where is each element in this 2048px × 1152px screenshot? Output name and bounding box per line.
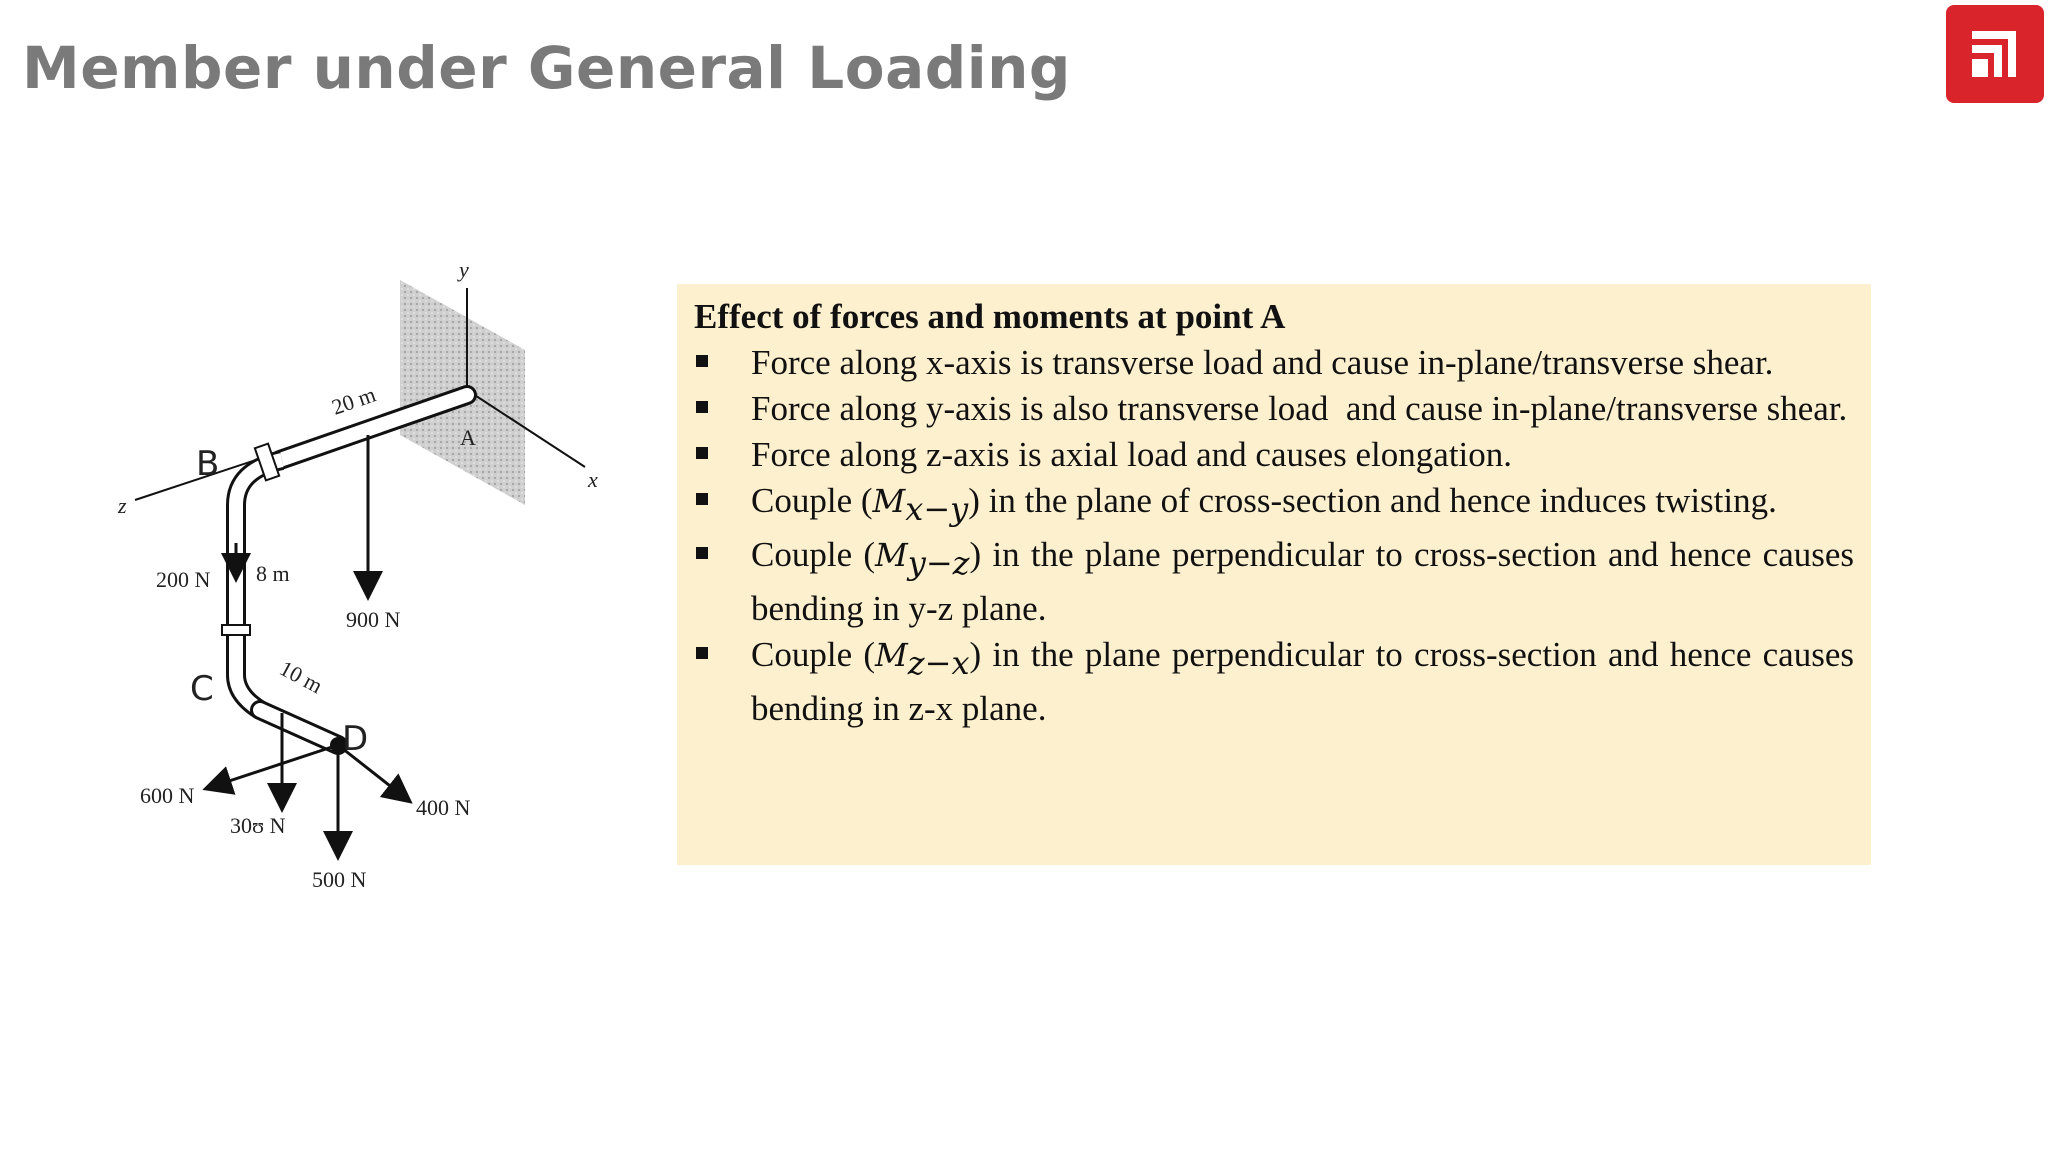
list-item (694, 478, 1854, 532)
item-pre: Couple ( (751, 481, 873, 520)
bullet-icon (696, 493, 708, 505)
force-900-label: 900 N (346, 607, 401, 632)
force-400-arrow (338, 745, 408, 800)
math-symbol: M (875, 636, 908, 674)
list-item (694, 432, 1854, 478)
point-a-label: A (460, 425, 476, 450)
slide-title: Member under General Loading (22, 34, 1071, 102)
item-post: ) in the plane perpendicular to cross-section and hence causes bending in y-z plane. (751, 535, 1855, 628)
effects-list (694, 340, 1854, 732)
force-500-label: 500 N (312, 867, 367, 892)
force-400-label: 400 N (416, 795, 471, 820)
force-600-arrow (208, 745, 338, 788)
bullet-icon (696, 401, 708, 413)
effects-panel (677, 284, 1871, 865)
math-subscript: y−z (907, 544, 970, 582)
math-symbol: M (875, 536, 908, 574)
force-200-label: 200 N (156, 567, 211, 592)
point-d-label: D (342, 719, 369, 759)
item-post: ) in the plane perpendicular to cross-section and hence causes bending in z-x plane. (751, 635, 1854, 728)
panel-heading: Effect of forces and moments at point A (694, 297, 1286, 336)
item-text: Force along y-axis is also transverse load and cause in-plane/transverse shear. (751, 389, 1848, 428)
bullet-icon (696, 447, 708, 459)
item-pre: Couple ( (751, 635, 876, 674)
length-cd-label: 10 m (275, 655, 327, 699)
list-item (694, 532, 1854, 632)
item-text: Force along x-axis is transverse load and cause in-plane/transverse shear. (751, 343, 1774, 382)
math-symbol: M (872, 482, 906, 520)
length-ab-label: 20 m (328, 381, 379, 420)
item-pre: Couple ( (751, 535, 876, 574)
bullet-icon (696, 355, 708, 367)
math-subscript: z−x (907, 644, 970, 682)
list-item (694, 386, 1854, 432)
bullet-icon (696, 647, 708, 659)
axis-z-label: z (118, 493, 127, 518)
bullet-icon (696, 547, 708, 559)
point-b-label: B (196, 444, 220, 484)
list-item (694, 632, 1854, 732)
item-text: Force along z-axis is axial load and causes elongation. (751, 435, 1513, 474)
pipe-loading-figure (110, 255, 630, 905)
point-c-label: C (190, 669, 214, 709)
axis-x-label: x (588, 467, 598, 492)
math-subscript: x−y (905, 490, 969, 528)
list-item (694, 340, 1854, 386)
axis-y-label: y (459, 257, 469, 282)
force-600-label: 600 N (140, 783, 195, 808)
item-post: ) in the plane of cross-section and hence induces twisting. (968, 481, 1777, 520)
pipe-diagram (110, 255, 630, 905)
brand-logo-icon (1946, 5, 2044, 103)
length-bc-label: 8 m (256, 561, 290, 586)
force-300-label: 30ʊ N (230, 813, 286, 838)
